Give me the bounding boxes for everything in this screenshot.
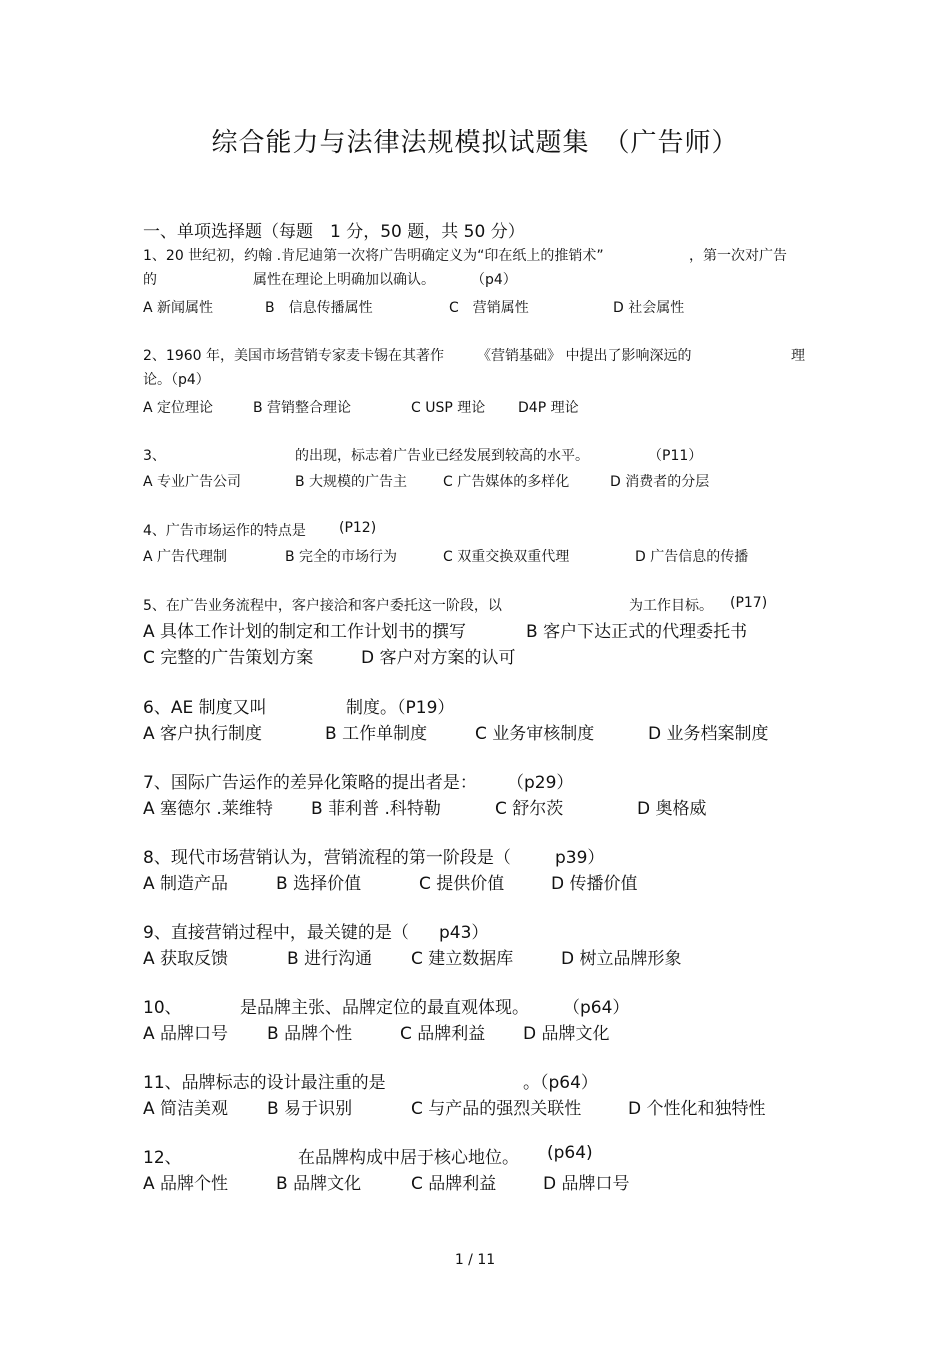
question-5-option-c: C 完整的广告策划方案 bbox=[143, 648, 314, 668]
question-1 bbox=[143, 245, 813, 318]
question-2-option-c: C USP 理论 bbox=[411, 400, 486, 416]
question-11-stem: 11、品牌标志的设计最注重的是 bbox=[143, 1073, 386, 1093]
question-6-option-b: B 工作单制度 bbox=[325, 724, 428, 744]
question-3-stem: 3、 bbox=[143, 448, 166, 464]
question-7-option-d: D 奥格威 bbox=[637, 799, 707, 819]
question-4-option-b: B 完全的市场行为 bbox=[285, 549, 398, 565]
question-8-page-ref: p39） bbox=[555, 848, 605, 868]
section-heading: 一、单项选择题（每题 1 分，50 题，共 50 分） bbox=[143, 222, 525, 242]
question-2-stem-cont: 《营销基础》 中提出了影响深远的 bbox=[477, 348, 692, 364]
question-1-option-b: B 信息传播属性 bbox=[265, 300, 373, 316]
question-11 bbox=[143, 1068, 813, 1120]
question-9-option-d: D 树立品牌形象 bbox=[561, 949, 682, 969]
question-9-stem: 9、直接营销过程中，最关键的是（ bbox=[143, 923, 409, 943]
question-8-option-b: B 选择价值 bbox=[276, 874, 362, 894]
question-5-stem: 5、在广告业务流程中，客户接洽和客户委托这一阶段，以 bbox=[143, 598, 502, 614]
question-6-option-c: C 业务审核制度 bbox=[475, 724, 595, 744]
question-8-stem: 8、现代市场营销认为，营销流程的第一阶段是（ bbox=[143, 848, 511, 868]
question-2-option-a: A 定位理论 bbox=[143, 400, 214, 416]
question-12-stem: 12、 bbox=[143, 1148, 182, 1168]
question-1-stem-cont: ，第一次对广告 bbox=[689, 248, 787, 264]
question-11-option-b: B 易于识别 bbox=[267, 1099, 353, 1119]
question-3 bbox=[143, 445, 813, 492]
question-7-page-ref: （p29） bbox=[507, 773, 574, 793]
question-12-option-a: A 品牌个性 bbox=[143, 1174, 229, 1194]
question-5-option-d: D 客户对方案的认可 bbox=[361, 648, 516, 668]
question-5 bbox=[143, 595, 813, 669]
question-8-option-a: A 制造产品 bbox=[143, 874, 229, 894]
question-10-option-c: C 品牌利益 bbox=[400, 1024, 486, 1044]
question-4-page-ref: (P12) bbox=[339, 520, 377, 536]
question-1-stem: 1、20 世纪初，约翰 .肯尼迪第一次将广告明确定义为“印在纸上的推销术” bbox=[143, 248, 604, 264]
question-11-option-d: D 个性化和独特性 bbox=[628, 1099, 766, 1119]
question-1-option-a: A 新闻属性 bbox=[143, 300, 214, 316]
question-2-stem-line2: 论。（p4） bbox=[143, 372, 210, 388]
question-9-page-ref: p43） bbox=[439, 923, 489, 943]
question-12-option-b: B 品牌文化 bbox=[276, 1174, 362, 1194]
question-10-option-a: A 品牌口号 bbox=[143, 1024, 229, 1044]
question-4 bbox=[143, 520, 813, 567]
question-6-stem: 6、AE 制度又叫 bbox=[143, 698, 267, 718]
question-9-option-b: B 进行沟通 bbox=[287, 949, 373, 969]
question-11-option-c: C 与产品的强烈关联性 bbox=[411, 1099, 582, 1119]
question-8-option-d: D 传播价值 bbox=[551, 874, 638, 894]
question-6 bbox=[143, 693, 813, 745]
document-title: 综合能力与法律法规模拟试题集 （广告师） bbox=[211, 128, 739, 158]
question-7-option-b: B 菲利普 .科特勒 bbox=[311, 799, 441, 819]
question-1-stem-line2b: 属性在理论上明确加以确认。 bbox=[253, 272, 435, 288]
question-7 bbox=[143, 768, 813, 820]
question-3-option-d: D 消费者的分层 bbox=[610, 474, 710, 490]
question-2-stem: 2、1960 年，美国市场营销专家麦卡锡在其著作 bbox=[143, 348, 444, 364]
question-3-page-ref: （P11） bbox=[648, 448, 703, 464]
question-10-page-ref: （p64） bbox=[563, 998, 630, 1018]
question-4-option-d: D 广告信息的传播 bbox=[635, 549, 749, 565]
question-4-stem: 4、广告市场运作的特点是 bbox=[143, 523, 306, 539]
question-4-option-c: C 双重交换双重代理 bbox=[443, 549, 570, 565]
question-1-page-ref: （p4） bbox=[471, 272, 517, 288]
question-10 bbox=[143, 993, 813, 1045]
question-9 bbox=[143, 918, 813, 970]
question-10-option-d: D 品牌文化 bbox=[523, 1024, 610, 1044]
question-10-stem-cont: 是品牌主张、品牌定位的最直观体现。 bbox=[240, 998, 529, 1018]
question-6-stem-cont: 制度。（P19） bbox=[346, 698, 455, 718]
question-5-stem-cont: 为工作目标。 bbox=[629, 598, 713, 614]
question-10-option-b: B 品牌个性 bbox=[267, 1024, 353, 1044]
question-6-option-a: A 客户执行制度 bbox=[143, 724, 263, 744]
question-8-option-c: C 提供价值 bbox=[419, 874, 505, 894]
question-8 bbox=[143, 843, 813, 895]
question-12-option-d: D 品牌口号 bbox=[543, 1174, 630, 1194]
question-2-stem-end: 理 bbox=[791, 348, 805, 364]
question-1-stem-line2: 的 bbox=[143, 272, 157, 288]
question-2-option-d: D4P 理论 bbox=[518, 400, 579, 416]
question-11-page-ref: 。（p64） bbox=[523, 1073, 598, 1093]
question-1-option-d: D 社会属性 bbox=[613, 300, 685, 316]
question-4-option-a: A 广告代理制 bbox=[143, 549, 228, 565]
question-12-page-ref: (p64) bbox=[547, 1143, 593, 1163]
question-7-option-c: C 舒尔茨 bbox=[495, 799, 564, 819]
question-10-stem: 10、 bbox=[143, 998, 182, 1018]
question-3-stem-cont: 的出现，标志着广告业已经发展到较高的水平。 bbox=[295, 448, 589, 464]
question-12 bbox=[143, 1143, 813, 1195]
question-11-option-a: A 简洁美观 bbox=[143, 1099, 229, 1119]
question-5-page-ref: (P17) bbox=[730, 595, 768, 611]
question-9-option-c: C 建立数据库 bbox=[411, 949, 514, 969]
question-7-option-a: A 塞德尔 .莱维特 bbox=[143, 799, 273, 819]
question-2 bbox=[143, 345, 813, 418]
question-7-stem: 7、国际广告运作的差异化策略的提出者是： bbox=[143, 773, 477, 793]
question-1-option-c: C 营销属性 bbox=[449, 300, 529, 316]
question-12-stem-cont: 在品牌构成中居于核心地位。 bbox=[298, 1148, 519, 1168]
question-3-option-a: A 专业广告公司 bbox=[143, 474, 242, 490]
question-3-option-b: B 大规模的广告主 bbox=[295, 474, 408, 490]
page-number: 1 / 11 bbox=[454, 1252, 496, 1268]
question-5-option-b: B 客户下达正式的代理委托书 bbox=[526, 622, 748, 642]
question-12-option-c: C 品牌利益 bbox=[411, 1174, 497, 1194]
question-2-option-b: B 营销整合理论 bbox=[253, 400, 352, 416]
question-5-option-a: A 具体工作计划的制定和工作计划书的撰写 bbox=[143, 622, 467, 642]
question-6-option-d: D 业务档案制度 bbox=[648, 724, 769, 744]
question-3-option-c: C 广告媒体的多样化 bbox=[443, 474, 570, 490]
question-9-option-a: A 获取反馈 bbox=[143, 949, 229, 969]
